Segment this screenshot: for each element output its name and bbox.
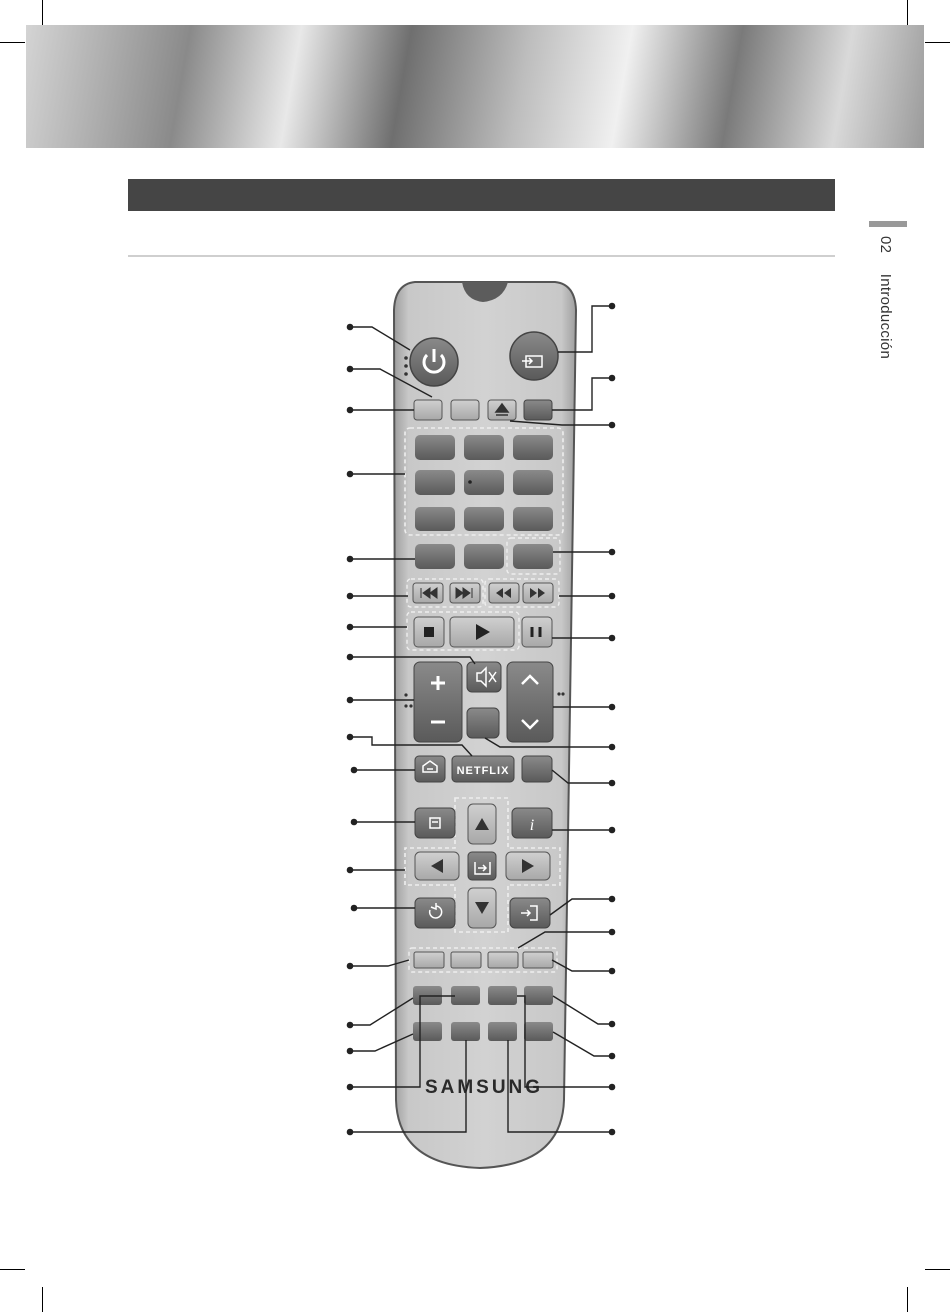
- eject-button[interactable]: [488, 400, 516, 420]
- bottom-button[interactable]: [413, 1022, 442, 1041]
- function-button[interactable]: [522, 756, 552, 782]
- function-button[interactable]: [415, 544, 455, 569]
- next-button[interactable]: [450, 583, 480, 603]
- down-button[interactable]: [468, 888, 496, 928]
- function-button[interactable]: [513, 544, 553, 569]
- chapter-number: 02: [877, 236, 894, 254]
- mute-button[interactable]: [467, 662, 501, 692]
- number-button[interactable]: [415, 507, 455, 531]
- color-button-a[interactable]: [414, 952, 444, 968]
- stop-button[interactable]: [414, 617, 444, 647]
- netflix-button[interactable]: [452, 756, 514, 782]
- pause-button[interactable]: [522, 617, 552, 647]
- function-button[interactable]: [464, 544, 504, 569]
- number-button[interactable]: [415, 470, 455, 495]
- bottom-button[interactable]: [524, 986, 553, 1005]
- bottom-button[interactable]: [524, 1022, 553, 1041]
- home-button[interactable]: [415, 756, 445, 782]
- top-row-button[interactable]: [524, 400, 552, 420]
- power-button[interactable]: [410, 338, 458, 386]
- play-button[interactable]: [450, 617, 514, 647]
- top-row-button[interactable]: [414, 400, 442, 420]
- number-button[interactable]: [415, 435, 455, 460]
- color-button-d[interactable]: [523, 952, 553, 968]
- number-button[interactable]: [513, 507, 553, 531]
- fast-forward-button[interactable]: [523, 583, 553, 603]
- number-button[interactable]: [513, 470, 553, 495]
- volume-rocker[interactable]: [414, 662, 462, 742]
- right-button[interactable]: [506, 852, 550, 880]
- return-button[interactable]: [415, 898, 455, 928]
- info-icon: i: [529, 817, 535, 834]
- top-row-button[interactable]: [451, 400, 479, 420]
- chapter-title: Introducción: [877, 273, 894, 360]
- info-button[interactable]: [512, 808, 552, 838]
- bottom-button[interactable]: [451, 1022, 480, 1041]
- rewind-button[interactable]: [489, 583, 519, 603]
- stop-icon: [424, 627, 434, 637]
- channel-rocker[interactable]: [507, 662, 553, 742]
- netflix-logo: NETFLIX: [456, 765, 510, 777]
- bottom-button[interactable]: [488, 986, 517, 1005]
- up-button[interactable]: [468, 804, 496, 844]
- color-button-c[interactable]: [488, 952, 518, 968]
- number-button[interactable]: [464, 507, 504, 531]
- enter-button[interactable]: [468, 852, 496, 880]
- brand-logo: SAMSUNG: [424, 1077, 544, 1098]
- number-pad: [415, 435, 553, 531]
- tools-button[interactable]: [415, 808, 455, 838]
- number-button[interactable]: [464, 435, 504, 460]
- bottom-button[interactable]: [451, 986, 480, 1005]
- function-button[interactable]: [467, 708, 499, 738]
- number-button[interactable]: [513, 435, 553, 460]
- left-button[interactable]: [415, 852, 459, 880]
- source-button[interactable]: [510, 332, 558, 380]
- previous-button[interactable]: [413, 583, 443, 603]
- color-button-b[interactable]: [451, 952, 481, 968]
- exit-button[interactable]: [510, 898, 550, 928]
- bottom-button[interactable]: [488, 1022, 517, 1041]
